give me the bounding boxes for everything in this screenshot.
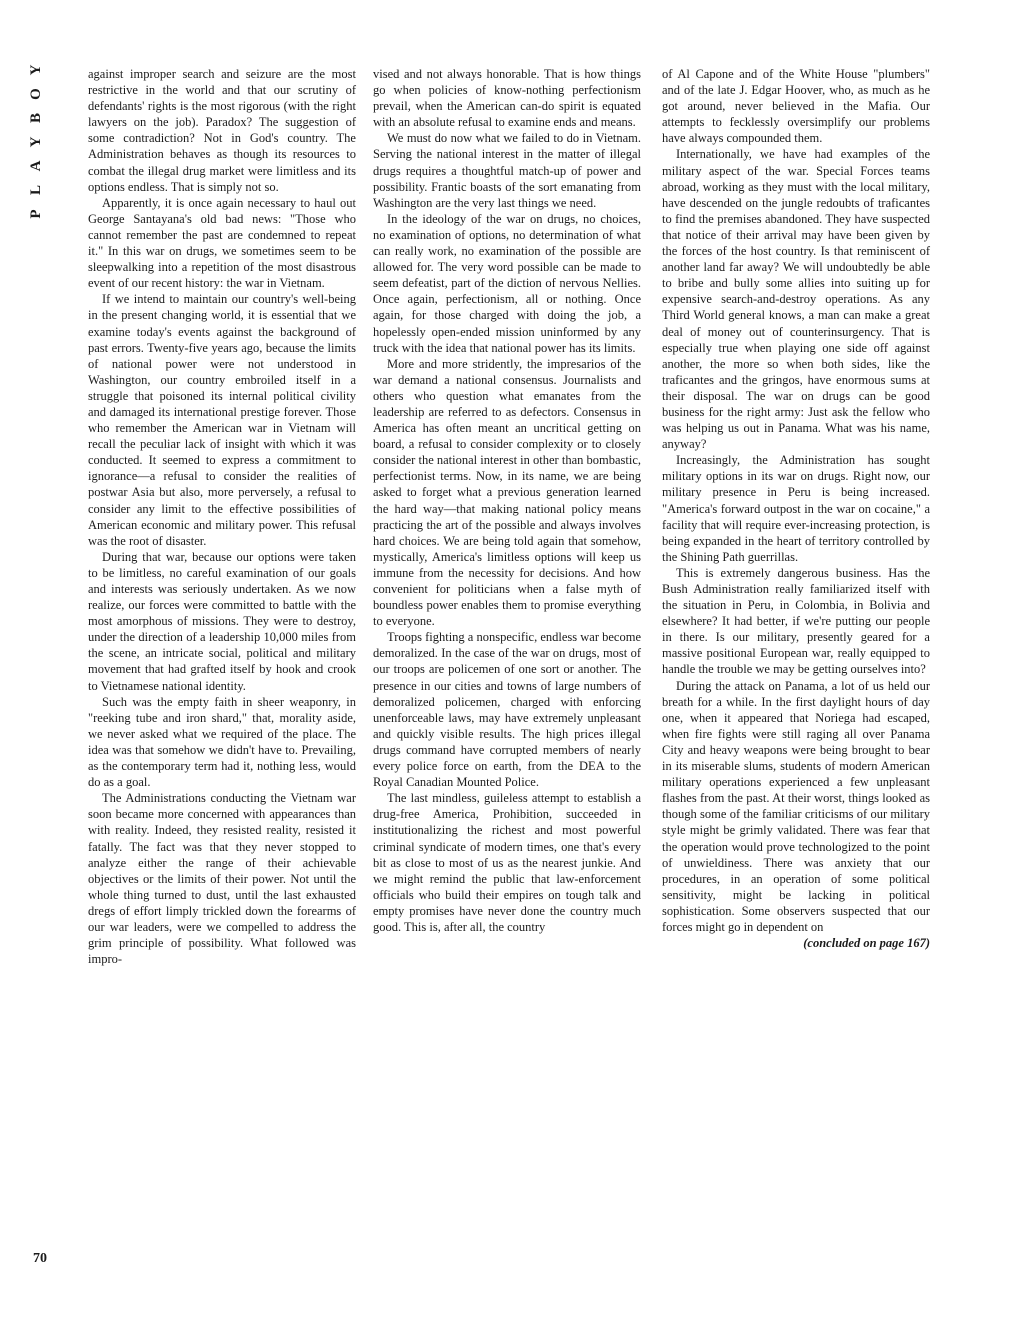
- paragraph: against improper search and seizure are the most restrictive in the world and that our scrutiny of defendants' rights is the most rigorous (with the right lawyers on the job). Paradox? The suggestion of some contradiction? Not in God's country. The Administration behaves as though its resources to combat the illegal drug market were limitless and its options endless. That is simply not so.: [88, 67, 356, 194]
- paragraph: Troops fighting a nonspecific, endless war become demoralized. In the case of the war on drugs, most of our troops are policemen of one sort or another. The presence in our cities and towns of large numbers of demoralized policemen, charged with enforcing unenforceable laws, may have extremely unpleasant and quickly visible results. The high prices illegal drugs command have corrupted members of nearly every police force on earth, from the DEA to the Royal Canadian Mounted Police.: [373, 630, 641, 790]
- paragraph: Internationally, we have had examples of the military aspect of the war. Special Forces teams abroad, working as they must with the local military, have descended on the jungle redoubts of traficantes to find the premises abandoned. They have suspected that notice of their arrival may have been given by the forces of the host country. Is that reminiscent of another land far away? We will undoubtedly be able to bribe and bully some allies into suiting up for expensive search-and-destroy operations. As any Third World general knows, a man can make a great deal of money out of counterinsurgency. That is especially true when playing one side off against another, the more so when both sides, like the traficantes and the gringos, have enormous sums at their disposal. The war on drugs can be good business for the right army: Just ask the fellow who was helping us out in Panama. What was his name, anyway?: [662, 147, 930, 452]
- paragraph: During the attack on Panama, a lot of us held our breath for a while. In the first daylight hours of day one, when it appeared that Noriega had escaped, when fire fights were still raging all over Panama City and heavy weapons were being brought to bear in its miserable slums, students of modern American military operations experienced a few unpleasant flashes from the past. At their worst, things looked as though some of the familiar criticisms of our military style might be grimly validated. There was fear that the operation would prove technologized to the point of unwieldiness. There was anxiety that our procedures, in an operation of some political sensitivity, might be lacking in political sophistication. Some observers suspected that our forces might go in dependent on: [662, 678, 930, 934]
- paragraph: During that war, because our options were taken to be limitless, no careful examination of our goals and interests was seriously undertaken. As we now realize, our forces were committed to battle with the most amorphous of missions. They were to destroy, under the direction of a leadership 10,000 miles from the scene, an intricate social, political and military movement that had grafted itself by hook and crook to Vietnamese national identity.: [88, 549, 356, 693]
- paragraph: This is extremely dangerous business. Has the Bush Administration really familiarized itself with the situation in Peru, in Colombia, in Bolivia and elsewhere? It had better, if we're putting our people in there. Is our military, presently geared for a massive positional European war, really equipped to handle the trouble we may be getting ourselves into?: [662, 565, 930, 677]
- paragraph: More and more stridently, the impresarios of the war demand a national consensus. Journalists and others who question what emanates from the leadership are referred to as defectors. Consensus in America has often meant an uncritical getting on board, a refusal to consider complexity or to closely consider the national interest in other than bombastic, perfectionist terms. Now, in its name, we are being asked to forget what a previous generation learned the hard way—that making national policy means practicing the art of the possible and always involves hard choices. We are being told again that somehow, mystically, America's limitless options will keep us immune from the necessity for decisions. And how convenient for politicians when a false myth of boundless power enables them to promise everything to everyone.: [373, 356, 641, 629]
- continuation-note: (concluded on page 167): [803, 936, 930, 951]
- paragraph: Increasingly, the Administration has sought military options in its war on drugs. Right now, our military presence in Peru is being increased. "America's forward outpost in the war on cocaine," a facility that will require ever-increasing protection, is being expanded in the heart of territory controlled by the Shining Path guerrillas.: [662, 453, 930, 564]
- page-number: 70: [33, 1251, 47, 1266]
- paragraph: If we intend to maintain our country's well-being in the present changing world, it is essential that we examine today's events against the background of past errors. Twenty-five years ago, because the limits of national power were not understood in Washington, our country embroiled itself in a struggle that poisoned its internal political civility and damaged its international prestige forever. Those who remember the American war in Vietnam will recall the peculiar lack of insight with which it was conducted. It seemed to express a commitment to ignorance—a refusal to consider the realities of postwar Asia but also, more perversely, a refusal to consider any limit to the effective possibilities of American economic and military power. This refusal was the root of disaster.: [88, 292, 356, 548]
- magazine-letter: Y: [28, 64, 44, 76]
- magazine-letter: O: [28, 88, 44, 100]
- paragraph: Apparently, it is once again necessary to haul out George Santayana's old bad news: "Those who cannot remember the past are condemned to repeat it." In this war on drugs, we sometimes seem to be sleepwalking into a repetition of the most disastrous event of our recent history: the war in Vietnam.: [88, 195, 356, 291]
- paragraph: The Administrations conducting the Vietnam war soon became more concerned with appearances than with reality. Indeed, they resisted reality, resisted it fatally. The fact was that they never stopped to analyze either the range of their achievable objectives or the limits of their power. Not until the whole thing turned to dust, until the last exhausted dregs of effort limply trickled down the forearms of our war leaders, were we compelled to address the grim principle of possibility. What followed was impro-: [88, 791, 356, 967]
- paragraph: In the ideology of the war on drugs, no choices, no examination of options, no determination of what can really work, no examination of the possible are allowed for. The very word possible can be made to seem defeatist, part of the diction of nervous Nellies. Once again, perfectionism, all or nothing. Once again, for those charged with doing the job, a hopelessly open-ended mission uninformed by any truck with the idea that national power has its limits.: [373, 211, 641, 355]
- magazine-letter: B: [28, 113, 44, 124]
- paragraph: Such was the empty faith in sheer weaponry, in "reeking tube and iron shard," that, morality aside, we never asked what we required of the place. The idea was that somehow we didn't have to. Prevailing, as the contemporary term had it, nothing less, would do as a goal.: [88, 694, 356, 790]
- article-column-2: [373, 66, 641, 935]
- paragraph: of Al Capone and of the White House "plumbers" and of the late J. Edgar Hoover, who, as much as he got around, never believed in the Mafia. Our attempts to fecklessly oversimplify our problems have always compounded them.: [662, 67, 930, 146]
- magazine-letter: Y: [28, 136, 44, 148]
- magazine-name-vertical: [26, 58, 56, 226]
- magazine-letter: P: [28, 209, 44, 219]
- magazine-letter: L: [28, 185, 44, 196]
- paragraph: The last mindless, guileless attempt to establish a drug-free America, Prohibition, succeeded in institutionalizing the richest and most powerful criminal syndicate of modern times, one that's every bit as close to most of us as the nearest junkie. And we might remind the public that law-enforcement officials who build their empires on tough talk and empty promises have never done the country much good. This is, after all, the country: [373, 791, 641, 934]
- article-column-1: [88, 66, 356, 967]
- article-column-3: [662, 66, 930, 951]
- magazine-letter: A: [28, 160, 44, 172]
- paragraph: We must do now what we failed to do in Vietnam. Serving the national interest in the matter of illegal drugs requires a thoughtful match-up of power and possibility. Frantic boasts of the sort emanating from Washington are the very last things we need.: [373, 131, 641, 210]
- paragraph: vised and not always honorable. That is how things go when policies of know-nothing perfectionism prevail, when the American can-do spirit is equated with an absolute refusal to examine ends and means.: [373, 67, 641, 130]
